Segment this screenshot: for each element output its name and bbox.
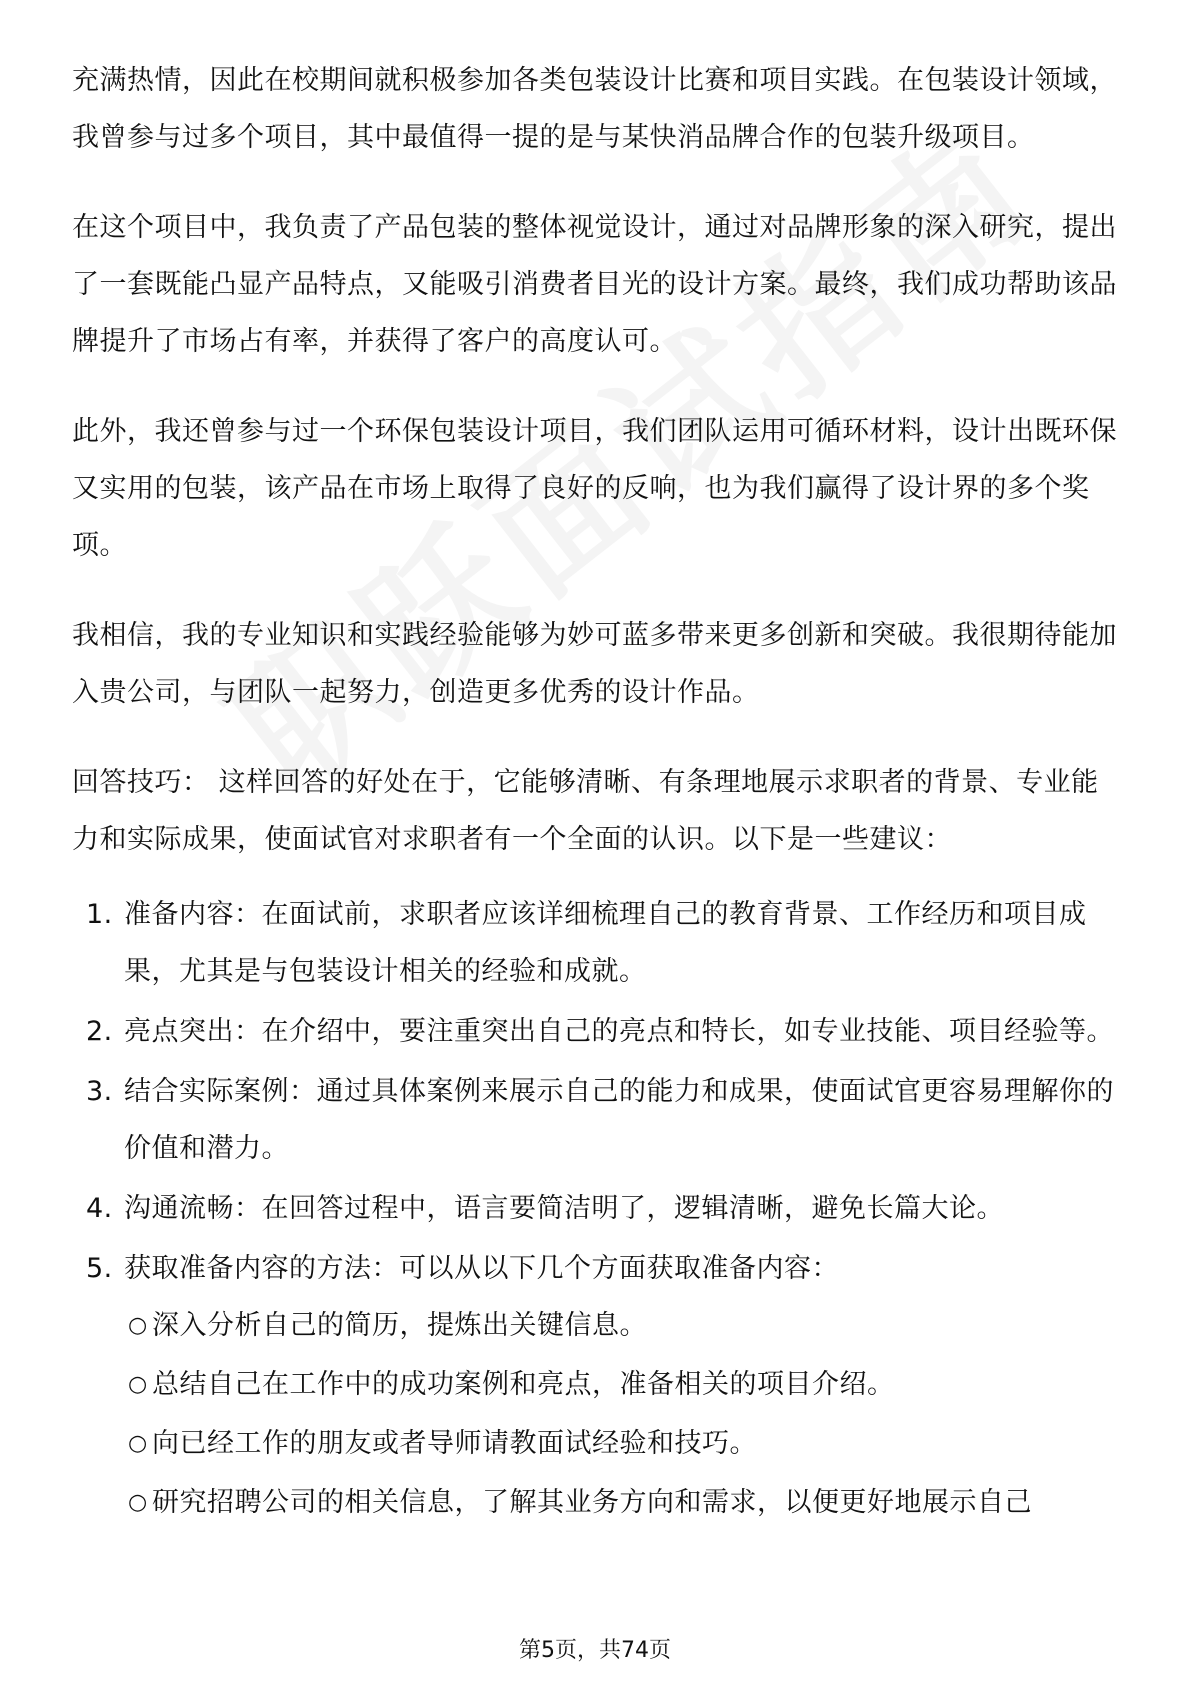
list-number: 1.	[86, 899, 113, 930]
paragraph-4: 我相信，我的专业知识和实践经验能够为妙可蓝多带来更多创新和突破。我很期待能加入贵公司，与团队一起努力，创造更多优秀的设计作品。	[72, 620, 1117, 708]
list-item-text: 亮点突出：在介绍中，要注重突出自己的亮点和特长，如专业技能、项目经验等。	[124, 1016, 1114, 1047]
sub-list-item-text: 深入分析自己的简历，提炼出关键信息。	[152, 1310, 647, 1341]
sub-list-item-text: 研究招聘公司的相关信息，了解其业务方向和需求，以便更好地展示自己	[152, 1487, 1032, 1518]
list-number: 3.	[86, 1076, 113, 1107]
list-number: 4.	[86, 1193, 113, 1224]
list-item	[72, 1003, 1120, 1060]
sub-list-item	[124, 1356, 1120, 1413]
document-body	[72, 52, 1120, 1534]
tips-list	[72, 886, 1120, 1531]
list-item-text: 准备内容：在面试前，求职者应该详细梳理自己的教育背景、工作经历和项目成果，尤其是与包装设计相关的经验和成就。	[124, 899, 1087, 987]
paragraph-answer-tips: 回答技巧： 这样回答的好处在于，它能够清晰、有条理地展示求职者的背景、专业能力和实际成果，使面试官对求职者有一个全面的认识。以下是一些建议：	[72, 767, 1099, 855]
list-item-text: 获取准备内容的方法：可以从以下几个方面获取准备内容：	[124, 1253, 839, 1284]
list-item-text: 结合实际案例：通过具体案例来展示自己的能力和成果，使面试官更容易理解你的价值和潜力。	[124, 1076, 1114, 1164]
list-item	[72, 886, 1120, 1000]
page-number-footer: 第5页，共74页	[519, 1638, 671, 1663]
sub-list	[124, 1297, 1120, 1531]
list-item	[72, 1240, 1120, 1531]
circle-bullet-icon: ○	[128, 1372, 148, 1397]
sub-list-item-text: 总结自己在工作中的成功案例和亮点，准备相关的项目介绍。	[152, 1369, 895, 1400]
paragraph-1: 充满热情，因此在校期间就积极参加各类包装设计比赛和项目实践。在包装设计领域，我曾参与过多个项目，其中最值得一提的是与某快消品牌合作的包装升级项目。	[72, 65, 1117, 153]
circle-bullet-icon: ○	[128, 1313, 148, 1338]
paragraph-2: 在这个项目中，我负责了产品包装的整体视觉设计，通过对品牌形象的深入研究，提出了一套既能凸显产品特点，又能吸引消费者目光的设计方案。最终，我们成功帮助该品牌提升了市场占有率，并获得了客户的高度认可。	[72, 212, 1117, 357]
list-number: 2.	[86, 1016, 113, 1047]
sub-list-item	[124, 1297, 1120, 1354]
list-item	[72, 1180, 1120, 1237]
circle-bullet-icon: ○	[128, 1431, 148, 1456]
sub-list-item-text: 向已经工作的朋友或者导师请教面试经验和技巧。	[152, 1428, 757, 1459]
circle-bullet-icon: ○	[128, 1490, 148, 1515]
paragraph-3: 此外，我还曾参与过一个环保包装设计项目，我们团队运用可循环材料，设计出既环保又实用的包装，该产品在市场上取得了良好的反响，也为我们赢得了设计界的多个奖项。	[72, 416, 1117, 561]
list-number: 5.	[86, 1253, 113, 1284]
list-item-text: 沟通流畅：在回答过程中，语言要简洁明了，逻辑清晰，避免长篇大论。	[124, 1193, 1004, 1224]
sub-list-item	[124, 1415, 1120, 1472]
list-item	[72, 1063, 1120, 1177]
sub-list-item	[124, 1474, 1120, 1531]
